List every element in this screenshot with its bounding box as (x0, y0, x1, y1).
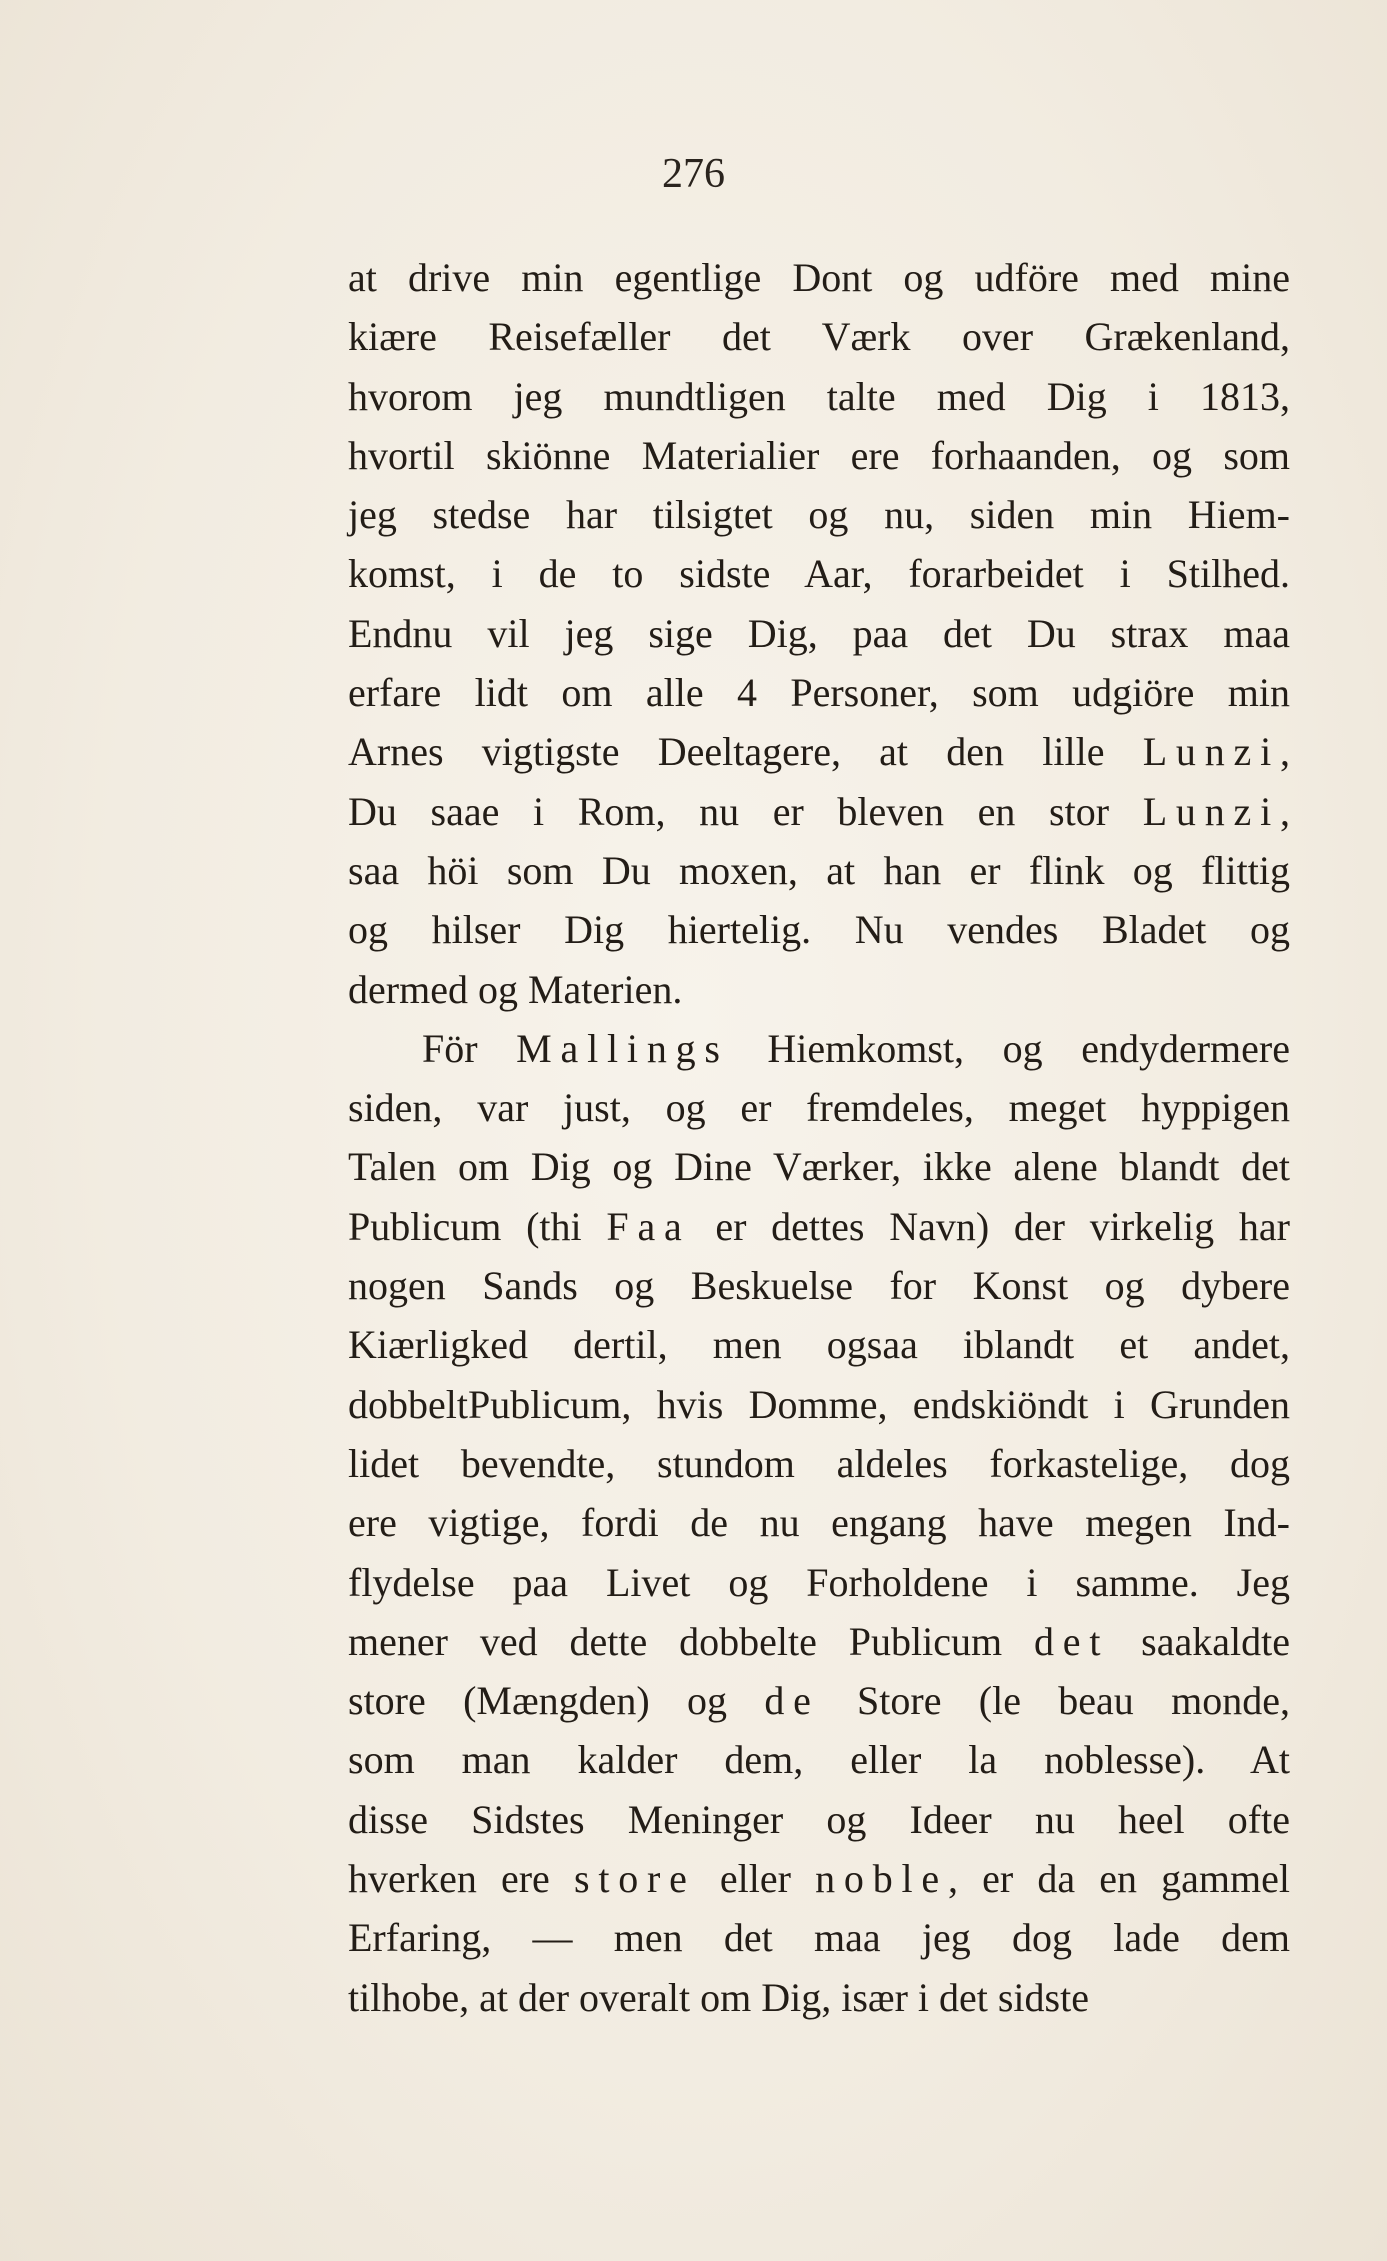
text-line (348, 900, 1290, 959)
text-run: , er da en gammel (947, 1856, 1290, 1902)
text-run: dobbeltPublicum, hvis Domme, endskiöndt i Grunden (348, 1381, 1290, 1427)
text-line (348, 1968, 1290, 2027)
text-run: lidet bevendte, stundom aldeles forkastelige, dog (348, 1440, 1290, 1486)
text-run: er dettes Navn) der virkelig har (690, 1203, 1290, 1249)
text-run: flydelse paa Livet og Forholdene i samme. Jeg (348, 1559, 1290, 1605)
text-run: hvorom jeg mundtligen talte med Dig i 1813, (348, 373, 1290, 419)
text-run: store (Mængden) og (348, 1678, 765, 1724)
text-run: Endnu vil jeg sige Dig, paa det Du strax maa (348, 610, 1290, 656)
text-run: eller (695, 1856, 816, 1902)
paragraph (348, 248, 1290, 1019)
text-line (348, 604, 1290, 663)
text-run: tilhobe, at der overalt om Dig, især i det sidste (348, 1974, 1089, 2020)
text-line (348, 1553, 1290, 1612)
text-run: Du saae i Rom, nu er bleven en stor (348, 788, 1143, 834)
text-run: För (422, 1025, 517, 1071)
text-line (348, 782, 1290, 841)
text-line (348, 1315, 1290, 1374)
text-line (348, 1671, 1290, 1730)
text-run: komst, i de to sidste Aar, forarbeidet i Stilhed. (348, 551, 1290, 597)
text-run: Talen om Dig og Dine Værker, ikke alene blandt det (348, 1144, 1290, 1190)
text-run: jeg stedse har tilsigtet og nu, siden min Hiem- (348, 492, 1290, 538)
text-line (348, 544, 1290, 603)
text-line (348, 367, 1290, 426)
text-line (348, 1375, 1290, 1434)
text-run: nogen Sands og Beskuelse for Konst og dybere (348, 1263, 1290, 1309)
text-line (348, 248, 1290, 307)
text-run: erfare lidt om alle 4 Personer, som udgiöre min (348, 670, 1290, 716)
text-line (348, 722, 1290, 781)
text-run: hvortil skiönne Materialier ere forhaanden, og som (348, 432, 1290, 478)
spaced-emphasis: store (573, 1856, 696, 1902)
text-run: saakaldte (1109, 1618, 1290, 1664)
text-run: dermed og Materien. (348, 966, 683, 1012)
page-number: 276 (662, 151, 725, 197)
text-line (348, 1197, 1290, 1256)
text-run: Kiærligked dertil, men ogsaa iblandt et andet, (348, 1322, 1290, 1368)
spaced-emphasis: Mallings (516, 1025, 729, 1071)
text-run: og hilser Dig hiertelig. Nu vendes Bladet og (348, 907, 1290, 953)
text-line (348, 1434, 1290, 1493)
text-line (348, 841, 1290, 900)
text-line (348, 1256, 1290, 1315)
text-line (348, 307, 1290, 366)
text-run: Hiemkomst, og endydermere (728, 1025, 1290, 1071)
text-line (348, 1849, 1290, 1908)
text-line (348, 1612, 1290, 1671)
text-run: Arnes vigtigste Deeltagere, at den lille (348, 729, 1143, 775)
text-run: hverken ere (348, 1856, 574, 1902)
text-line (348, 1790, 1290, 1849)
spaced-emphasis: Lunzi (1142, 788, 1280, 834)
text-run: , (1280, 729, 1290, 775)
text-run: saa höi som Du moxen, at han er flink og flittig (348, 847, 1290, 893)
spaced-emphasis: de (764, 1678, 820, 1724)
spaced-emphasis: noble (815, 1856, 948, 1902)
text-line (348, 1730, 1290, 1789)
text-run: disse Sidstes Meninger og Ideer nu heel ofte (348, 1796, 1290, 1842)
body-text (348, 248, 1290, 2027)
text-run: at drive min egentlige Dont og udföre med mine (348, 255, 1290, 300)
text-run: Publicum (thi (348, 1203, 607, 1249)
paragraph (348, 1019, 1290, 2027)
text-line (348, 1908, 1290, 1967)
text-run: som man kalder dem, eller la noblesse). At (348, 1737, 1290, 1783)
text-run: Store (le beau monde, (819, 1678, 1290, 1724)
text-run: kiære Reisefæller det Værk over Grækenland, (348, 314, 1290, 360)
text-line (348, 426, 1290, 485)
spaced-emphasis: Faa (606, 1203, 691, 1249)
spaced-emphasis: det (1034, 1618, 1110, 1664)
text-line (348, 485, 1290, 544)
text-line (348, 663, 1290, 722)
text-run: , (1280, 788, 1290, 834)
text-run: mener ved dette dobbelte Publicum (348, 1618, 1034, 1664)
text-run: siden, var just, og er fremdeles, meget hyppigen (348, 1085, 1290, 1131)
text-line (348, 1078, 1290, 1137)
text-line (348, 1019, 1290, 1078)
text-run: ere vigtige, fordi de nu engang have megen Ind- (348, 1500, 1290, 1546)
text-line (348, 1137, 1290, 1196)
text-run: Erfaring, — men det maa jeg dog lade dem (348, 1915, 1290, 1961)
text-line (348, 1493, 1290, 1552)
text-line (348, 960, 1290, 1019)
spaced-emphasis: Lunzi (1142, 729, 1280, 775)
